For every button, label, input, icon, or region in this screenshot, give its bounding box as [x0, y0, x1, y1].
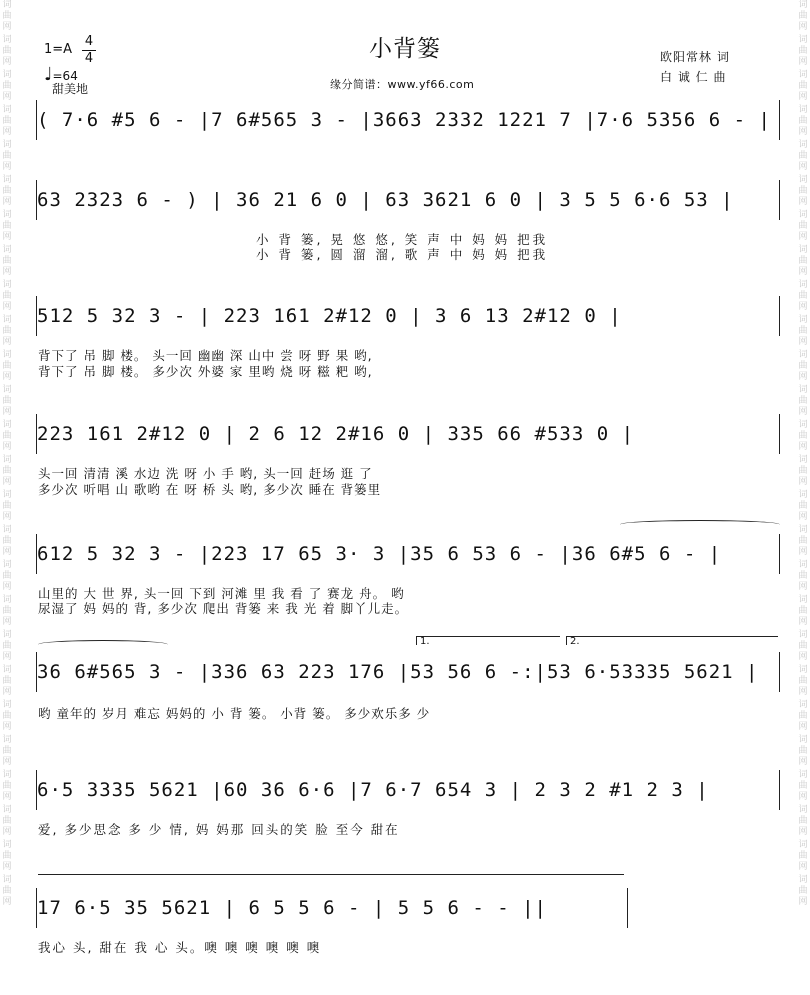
lyrics-row-2-verse-2: 小 背 篓, 圆 溜 溜, 歌 声 中 妈 妈 把我: [256, 247, 549, 262]
slur-mark: [38, 874, 624, 883]
score-row-2: 63 2323 6 - ) | 36 21 6 0 | 63 3621 6 0 | 3 5 5 6·6 53 |: [36, 180, 780, 220]
score-row-5: 612 5 32 3 - |223 17 65 3· 3 |35 6 53 6 - |36 6#5 6 - |: [36, 534, 780, 574]
key-signature: 1=A: [44, 42, 73, 57]
lyrics-row-4-verse-2: 多少次 听唱 山 歌哟 在 呀 桥 头 哟, 多少次 睡在 背篓里: [38, 482, 382, 497]
lyricist-credit: 欧阳常林 词: [660, 50, 730, 64]
time-signature-top: 4: [84, 34, 94, 49]
lyrics-row-7: 爱, 多少思念 多 少 情, 妈 妈那 回头的笑 脸 至今 甜在: [38, 822, 400, 837]
source-credit: 缘分简谱：www.yf66.com: [330, 78, 475, 91]
slur-mark: [38, 640, 168, 649]
watermark-right: 词曲网 词曲网 词曲网 词曲网 词曲网 词曲网 词曲网 词曲网 词曲网 词曲网 词曲网 词曲网 词曲网 词曲网 词曲网 词曲网 词曲网 词曲网 词曲网 词曲网 词曲网 词曲网 词曲网 词曲网 词曲网 词曲网: [798, 0, 808, 907]
score-row-4: 223 161 2#12 0 | 2 6 12 2#16 0 | 335 66 #533 0 |: [36, 414, 780, 454]
slur-mark: [620, 520, 780, 529]
score-row-3: 512 5 32 3 - | 223 161 2#12 0 | 3 6 13 2#12 0 |: [36, 296, 780, 336]
lyrics-row-5-verse-2: 尿湿了 妈 妈的 背, 多少次 爬出 背篓 来 我 光 着 脚丫儿走。: [38, 601, 409, 616]
lyrics-row-3-verse-2: 背下了 吊 脚 楼。 多少次 外婆 家 里哟 烧 呀 糍 粑 哟,: [38, 364, 373, 379]
time-signature: [82, 34, 96, 67]
second-ending: 2.: [566, 636, 778, 645]
score-row-8: 17 6·5 35 5621 | 6 5 5 6 - | 5 5 6 - - ||: [36, 888, 628, 928]
song-title: 小背篓: [369, 36, 441, 62]
lyrics-row-8: 我心 头, 甜在 我 心 头。噢 噢 噢 噢 噢 噢: [38, 940, 322, 955]
expression-mark: 甜美地: [52, 82, 89, 96]
lyrics-row-3-verse-1: 背下了 吊 脚 楼。 头一回 幽幽 深 山中 尝 呀 野 果 哟,: [38, 348, 373, 363]
first-ending: 1.: [416, 636, 560, 645]
lyrics-row-4-verse-1: 头一回 清清 溪 水边 洗 呀 小 手 哟, 头一回 赶场 逛 了: [38, 466, 373, 481]
watermark-left: 词曲网 词曲网 词曲网 词曲网 词曲网 词曲网 词曲网 词曲网 词曲网 词曲网 词曲网 词曲网 词曲网 词曲网 词曲网 词曲网 词曲网 词曲网 词曲网 词曲网 词曲网 词曲网 词曲网 词曲网 词曲网 词曲网: [2, 0, 12, 907]
lyrics-row-2-verse-1: 小 背 篓, 晃 悠 悠, 笑 声 中 妈 妈 把我: [256, 232, 549, 247]
quarter-note-icon: ♩: [44, 64, 53, 85]
time-signature-bottom: 4: [82, 50, 96, 67]
lyrics-row-5-verse-1: 山里的 大 世 界, 头一回 下到 河滩 里 我 看 了 赛龙 舟。 哟: [38, 586, 405, 601]
lyrics-row-6: 哟 童年的 岁月 难忘 妈妈的 小 背 篓。 小背 篓。 多少欢乐多 少: [38, 706, 431, 721]
composer-credit: 白 诚 仁 曲: [660, 70, 727, 84]
tempo-value: =64: [52, 69, 78, 83]
score-row-6: 36 6#565 3 - |336 63 223 176 |53 56 6 -:|53 6·53335 5621 |: [36, 652, 780, 692]
score-row-1: ( 7·6 #5 6 - |7 6#565 3 - |3663 2332 1221 7 |7·6 5356 6 - |: [36, 100, 780, 140]
score-row-7: 6·5 3335 5621 |60 36 6·6 |7 6·7 654 3 | 2 3 2 #1 2 3 |: [36, 770, 780, 810]
